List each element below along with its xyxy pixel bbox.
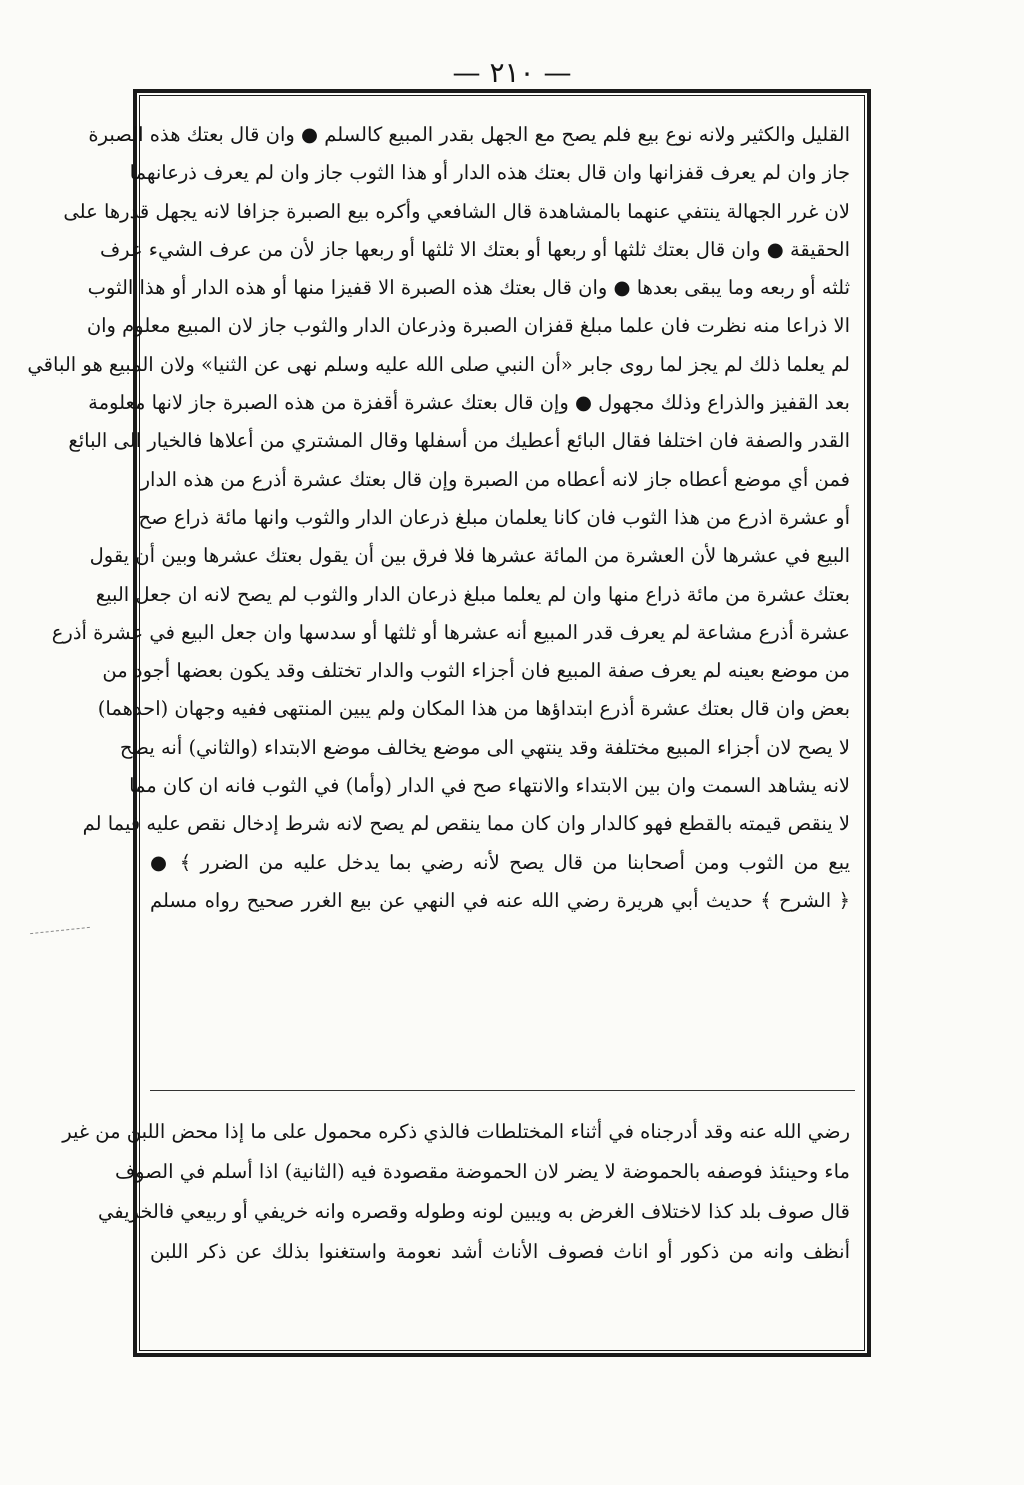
main-text-line: لم يعلما ذلك لم يجز لما روى جابر «أن النبي صلى الله عليه وسلم نهى عن الثنيا» ولان المبيع هو الباقي <box>27 352 850 376</box>
main-text-line: ثلثه أو ربعه وما يبقى بعدها ● وان قال بعتك هذه الصبرة الا قفيزا منها أو هذه الدار أو هذا الثوب <box>87 276 850 300</box>
page-number: — ٢١٠ — <box>452 56 572 89</box>
main-text-line: من موضع بعينه لم يعرف صفة المبيع فان أجزاء الثوب والدار تختلف وقد يكون بعضها أجود من <box>102 659 850 683</box>
main-text-line: البيع في عشرها لأن العشرة من المائة عشرها فلا فرق بين أن يقول بعتك عشرها وبين أن يقول <box>89 544 850 568</box>
footnote-text-block <box>62 1112 850 1272</box>
main-text-line: فمن أي موضع أعطاه جاز لانه أعطاه من الصبرة وإن قال بعتك عشرة أذرع من هذه الدار <box>140 467 850 491</box>
main-text-line: بعتك عشرة من مائة ذراع منها وان لم يعلما مبلغ ذرعان الدار والثوب لم يصح لانه ان جعل البيع <box>95 582 850 606</box>
main-text-line: جاز وان لم يعرف قفزانها وان قال بعتك هذه الدار أو هذا الثوب جاز وان لم يعرف ذرعانهما <box>129 161 850 185</box>
margin-stray-mark <box>30 927 90 934</box>
commentary-heading-line: ﴿ الشرح ﴾ حديث أبي هريرة رضي الله عنه في النهي عن بيع الغرر صحيح رواه مسلم <box>150 888 850 912</box>
main-text-line: أو عشرة اذرع من هذا الثوب فان كانا يعلمان مبلغ ذرعان الدار والثوب وانها مائة ذراع صح <box>138 505 850 529</box>
footnote-line: ماء وحينئذ فوصفه بالحموضة لا يضر لان الحموضة مقصودة فيه (الثانية) اذا أسلم في الصوف <box>114 1160 850 1183</box>
main-text-line: لان غرر الجهالة ينتفي عنهما بالمشاهدة قال الشافعي وأكره بيع الصبرة جزافا لانه يجهل قدرها على <box>63 199 850 223</box>
main-text-line: لانه يشاهد السمت وان بين الابتداء والانتهاء صح في الدار (وأما) في الثوب فانه ان كان مما <box>129 774 850 798</box>
main-text-line: القدر والصفة فان اختلفا فقال البائع أعطيك من أسفلها وقال المشتري من أعلاها فالخيار الى البائع <box>68 429 850 453</box>
main-text-line: بعد القفيز والذراع وذلك مجهول ● وإن قال بعتك عشرة أقفزة من هذه الصبرة جاز لانها معلومة <box>88 391 850 415</box>
footnote-line: قال صوف بلد كذا لاختلاف الغرض به ويبين لونه وطوله وقصره وانه خريفي أو ربيعي فالخريفي <box>98 1200 850 1223</box>
footnote-line: أنظف وانه من ذكور أو اناث فصوف الأناث أشد نعومة واستغنوا بذلك عن ذكر اللبن <box>150 1240 850 1263</box>
main-text-line: الحقيقة ● وان قال بعتك ثلثها أو ربعها أو بعتك الا ثلثها أو ربعها جاز لأن من عرف الشيء عرف <box>99 237 850 261</box>
main-text-line: الا ذراعا منه نظرت فان علما مبلغ قفزان الصبرة وذرعان الدار والثوب جاز لان المبيع معلوم وان <box>86 314 850 338</box>
main-text-line: يبع من الثوب ومن أصحابنا من قال يصح لأنه رضي بما يدخل عليه من الضرر ﴾ ● <box>150 850 850 874</box>
main-text-block <box>27 116 850 920</box>
footnote-separator <box>150 1090 855 1091</box>
footnote-line: رضي الله عنه وقد أدرجناه في أثناء المختلطات فالذي ذكره محمول على ما إذا محض اللبن من غير <box>62 1120 850 1143</box>
main-text-line: عشرة أذرع مشاعة لم يعرف قدر المبيع أنه عشرها أو ثلثها أو سدسها وان جعل البيع في عشرة أذرع <box>51 620 850 644</box>
main-text-line: لا ينقص قيمته بالقطع فهو كالدار وان كان مما ينقص لم يصح لانه شرط إدخال نقص عليه فيما لم <box>82 812 850 836</box>
main-text-line: بعض وان قال بعتك عشرة أذرع ابتداؤها من هذا المكان ولم يبين المنتهى ففيه وجهان (احدهما) <box>97 697 850 721</box>
main-text-line: القليل والكثير ولانه نوع بيع فلم يصح مع الجهل بقدر المبيع كالسلم ● وان قال بعتك هذه الصبرة <box>88 123 850 146</box>
main-text-line: لا يصح لان أجزاء المبيع مختلفة وقد ينتهي الى موضع يخالف موضع الابتداء (والثاني) أنه يصح <box>119 735 850 759</box>
